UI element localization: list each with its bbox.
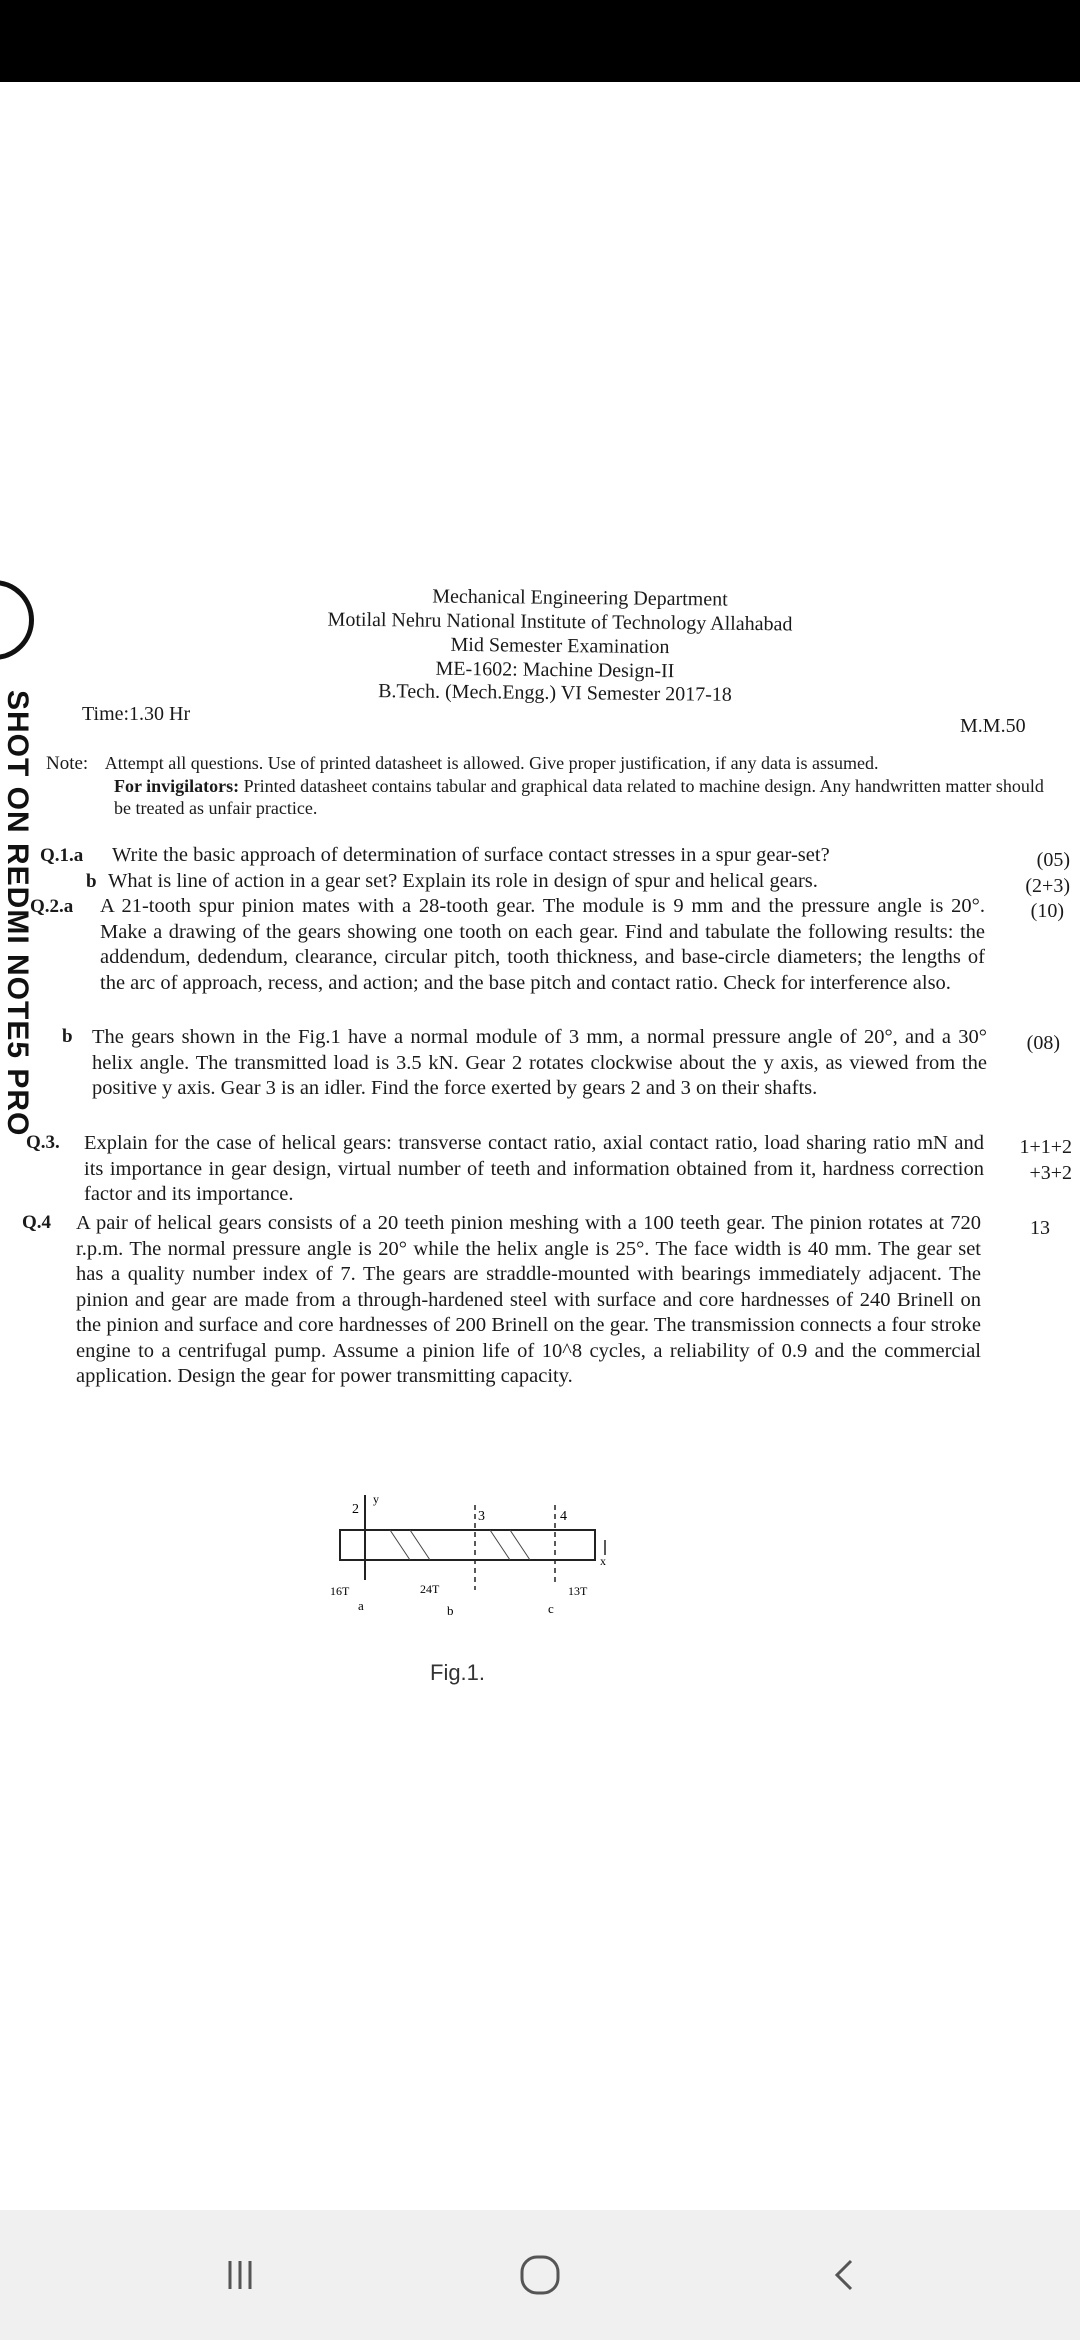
- hatch-line: [510, 1530, 530, 1560]
- x-axis-label: x: [600, 1554, 606, 1568]
- marks-4: 13: [1030, 1217, 1050, 1239]
- institute-name: Motilal Nehru National Institute of Technology Allahabad: [327, 608, 793, 636]
- invigilator-label: For invigilators:: [114, 776, 240, 796]
- status-bar: [0, 0, 1080, 82]
- instructions-note: [46, 752, 1056, 819]
- department-title: Mechanical Engineering Department: [432, 585, 728, 611]
- marks-2a: (10): [1030, 900, 1064, 922]
- teeth-label: 16T: [330, 1584, 350, 1598]
- note-line-1: Attempt all questions. Use of printed datasheet is allowed. Give proper justification, if any data is assumed.: [104, 753, 879, 773]
- exam-name: Mid Semester Examination: [450, 633, 670, 659]
- teeth-label: 13T: [568, 1584, 588, 1598]
- gear-label: 4: [560, 1509, 567, 1524]
- question-2a: A 21-tooth spur pinion mates with a 28-tooth gear. The module is 9 mm and the pressure angle is 20°. Make a drawing of the gears showing one tooth on each gear. Find and tabulate the following results: the addendum, dedendum, clearance, circular pitch, tooth thickness, and base-circle diameters; the lengths of the arc of approach, recess, and action; and the base pitch and contact ratio. Check for interference also.: [100, 895, 985, 994]
- teeth-label: 24T: [420, 1582, 440, 1596]
- exam-time: Time:1.30 Hr: [82, 703, 191, 725]
- marks-1b: (2+3): [1025, 875, 1070, 897]
- y-axis-label: y: [373, 1492, 379, 1506]
- course-code: ME-1602: Machine Design-II: [435, 657, 675, 683]
- question-3: Explain for the case of helical gears: transverse contact ratio, axial contact ratio, load sharing ratio mN and its importance in gear design, virtual number of teeth and information obtained from it, hardness correction factor and its importance.: [84, 1132, 984, 1205]
- back-icon: [825, 2255, 865, 2295]
- question-number: Q.2.a: [30, 896, 74, 917]
- gear-label: 2: [352, 1502, 359, 1517]
- program-semester: B.Tech. (Mech.Engg.) VI Semester 2017-18: [378, 680, 732, 706]
- question-4: A pair of helical gears consists of a 20 teeth pinion meshing with a 100 teeth gear. The pinion rotates at 720 r.p.m. The normal pressure angle is 20° while the helix angle is 25°. The face width is 40 mm. The gear set has a quality number index of 7. The gears are straddle-mounted with bearings immediately adjacent. The pinion and gear are made from a through-hardened steel with surface and core hardnesses of 240 Brinell on the pinion and surface and core hardnesses of 200 Brinell on the gear. The transmission connects a four stroke engine to a centrifugal pump. Assume a pinion life of 10^8 cycles, a reliability of 0.9 and the commercial application. Design the gear for power transmitting capacity.: [76, 1212, 981, 1387]
- question-number: b: [62, 1026, 73, 1047]
- shaft-box: [340, 1530, 595, 1560]
- hatch-line: [410, 1530, 430, 1560]
- home-button[interactable]: [510, 2250, 570, 2300]
- gear-label: 3: [478, 1509, 485, 1524]
- home-icon: [515, 2250, 565, 2300]
- hatch-line: [490, 1530, 510, 1560]
- max-marks: M.M.50: [960, 715, 1026, 737]
- hatch-line: [390, 1530, 410, 1560]
- question-2b: The gears shown in the Fig.1 have a normal module of 3 mm, a normal pressure angle of 20°, and a 30° helix angle. The transmitted load is 3.5 kN. Gear 2 rotates clockwise about the y axis, as viewed from the positive y axis. Gear 3 is an idler. Find the force exerted by gears 2 and 3 on their shafts.: [92, 1026, 987, 1099]
- marks-3: 1+1+2 +3+2: [1019, 1136, 1072, 1184]
- question-number: Q.3.: [26, 1132, 60, 1153]
- note-label: Note:: [46, 753, 89, 774]
- question-number: Q.4: [22, 1212, 52, 1233]
- system-navigation-bar: [0, 2210, 1080, 2340]
- point-label: b: [447, 1603, 454, 1618]
- point-label: a: [358, 1598, 364, 1613]
- note-line-2: Printed datasheet contains tabular and graphical data related to machine design. Any handwritten matter should be treated as unfair practice.: [114, 776, 1044, 818]
- point-label: c: [548, 1601, 554, 1616]
- recent-apps-icon: [220, 2255, 260, 2295]
- back-button[interactable]: [815, 2250, 875, 2300]
- figure-caption: Fig.1.: [430, 1660, 486, 1685]
- question-1a: Write the basic approach of determination of surface contact stresses in a spur gear-set?: [112, 844, 830, 866]
- question-number: Q.1.a: [40, 845, 84, 866]
- question-number: b: [86, 871, 97, 892]
- marks-1a: (05): [1036, 849, 1070, 871]
- recent-apps-button[interactable]: [210, 2250, 270, 2300]
- gear-train-figure: [330, 1485, 610, 1625]
- marks-2b: (08): [1026, 1032, 1060, 1054]
- question-1b: What is line of action in a gear set? Explain its role in design of spur and helical gears.: [108, 870, 818, 892]
- watermark-text: SHOT ON REDMI NOTE5 PRO: [1, 690, 34, 1137]
